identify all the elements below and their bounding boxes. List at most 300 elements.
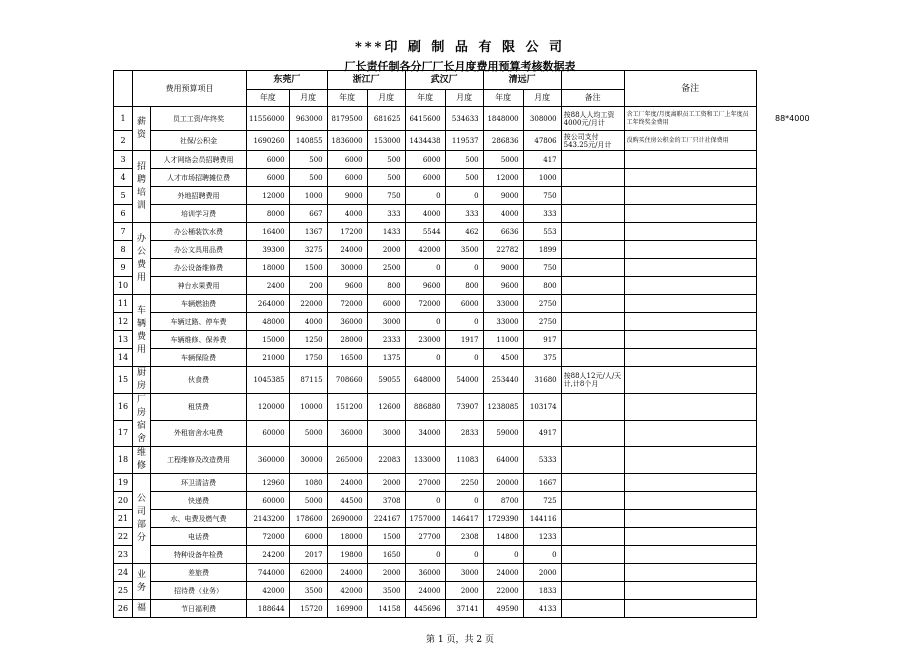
annual-value: 72000 (405, 295, 445, 313)
annual-value: 48000 (247, 313, 290, 331)
table-row (114, 394, 757, 421)
table-row (114, 151, 757, 169)
monthly-value: 11083 (445, 447, 483, 474)
annual-value: 36000 (327, 313, 367, 331)
monthly-value: 1500 (289, 259, 327, 277)
monthly-value: 0 (445, 187, 483, 205)
annual-value: 16500 (327, 349, 367, 367)
annual-value: 59000 (483, 420, 523, 447)
monthly-value: 5333 (523, 447, 561, 474)
plant-header-qingyuan: 清远厂 (483, 71, 561, 90)
annual-value: 2400 (247, 277, 290, 295)
annual-value: 1434438 (405, 131, 445, 151)
row-index: 16 (114, 394, 133, 421)
remark-cell (624, 313, 756, 331)
monthly-value: 4133 (523, 600, 561, 618)
annual-value: 360000 (247, 447, 290, 474)
annual-value: 1836000 (327, 131, 367, 151)
monthly-value: 103174 (523, 394, 561, 421)
monthly-value: 1899 (523, 241, 561, 259)
annual-value: 28000 (327, 331, 367, 349)
table-row (114, 420, 757, 447)
note-cell (561, 600, 624, 618)
monthly-value: 1233 (523, 528, 561, 546)
item-name: 办公文具用品费 (151, 241, 247, 259)
monthly-value: 1367 (289, 223, 327, 241)
monthly-value: 500 (289, 169, 327, 187)
monthly-value: 1375 (367, 349, 405, 367)
annual-value: 19800 (327, 546, 367, 564)
annual-value: 11556000 (247, 107, 290, 131)
table-row (114, 277, 757, 295)
table-row (114, 241, 757, 259)
category-label: 业务 (133, 564, 151, 600)
annual-value: 18000 (247, 259, 290, 277)
row-index: 23 (114, 546, 133, 564)
annual-value: 22782 (483, 241, 523, 259)
row-index: 17 (114, 420, 133, 447)
annual-value: 33000 (483, 313, 523, 331)
row-index: 26 (114, 600, 133, 618)
annual-value: 36000 (405, 564, 445, 582)
monthly-value: 153000 (367, 131, 405, 151)
item-name: 特种设备年检费 (151, 546, 247, 564)
note-cell (561, 582, 624, 600)
remark-cell (624, 187, 756, 205)
remark-cell (624, 241, 756, 259)
annual-value: 24000 (327, 564, 367, 582)
annual-value: 6000 (405, 169, 445, 187)
annual-value: 1238085 (483, 394, 523, 421)
monthly-value: 2000 (445, 582, 483, 600)
note-cell: 按88人12元/人/天计,计8个月 (561, 367, 624, 394)
item-name: 车辆过路、停车费 (151, 313, 247, 331)
row-index: 21 (114, 510, 133, 528)
category-label: 车辆费用 (133, 295, 151, 367)
monthly-value: 5000 (289, 420, 327, 447)
item-name: 招待费（业务） (151, 582, 247, 600)
annual-value: 24200 (247, 546, 290, 564)
category-label: 维修 (133, 447, 151, 474)
overflow-cell-text: 88*4000 (775, 114, 810, 123)
row-index: 13 (114, 331, 133, 349)
annual-value: 60000 (247, 492, 290, 510)
annual-value: 0 (405, 187, 445, 205)
note-cell (561, 447, 624, 474)
annual-value: 9600 (483, 277, 523, 295)
annual-value: 6000 (327, 169, 367, 187)
row-index: 1 (114, 107, 133, 131)
remark-cell (624, 546, 756, 564)
item-name: 人才市场招聘摊位费 (151, 169, 247, 187)
remark-cell: 含工厂年度/月度离职员工工资和工厂上年度员工年终奖金费用 (624, 107, 756, 131)
monthly-value: 2833 (445, 420, 483, 447)
remark-cell (624, 259, 756, 277)
annual-value: 49590 (483, 600, 523, 618)
monthly-value: 917 (523, 331, 561, 349)
table-row (114, 349, 757, 367)
note-cell (561, 474, 624, 492)
note-cell (561, 223, 624, 241)
remark-cell (624, 394, 756, 421)
monthly-value: 667 (289, 205, 327, 223)
monthly-value: 333 (367, 205, 405, 223)
monthly-value: 2000 (367, 241, 405, 259)
annual-value: 12000 (483, 169, 523, 187)
row-index: 12 (114, 313, 133, 331)
table-row (114, 331, 757, 349)
item-name: 工程维修及改造费用 (151, 447, 247, 474)
month-header: 月度 (445, 90, 483, 107)
table-row (114, 447, 757, 474)
remark-cell (624, 420, 756, 447)
monthly-value: 144116 (523, 510, 561, 528)
table-row (114, 223, 757, 241)
budget-table (113, 70, 757, 618)
annual-value: 20000 (483, 474, 523, 492)
annual-value: 8700 (483, 492, 523, 510)
row-index: 22 (114, 528, 133, 546)
item-name: 办公桶装饮水费 (151, 223, 247, 241)
row-index: 20 (114, 492, 133, 510)
annual-value: 17200 (327, 223, 367, 241)
annual-value: 27700 (405, 528, 445, 546)
row-index: 14 (114, 349, 133, 367)
annual-value: 6000 (405, 151, 445, 169)
monthly-value: 3500 (367, 582, 405, 600)
annual-value: 8000 (247, 205, 290, 223)
note-cell (561, 313, 624, 331)
category-label: 薪资 (133, 107, 151, 151)
category-label: 福 (133, 600, 151, 618)
monthly-value: 54000 (445, 367, 483, 394)
note-header: 备注 (561, 90, 624, 107)
monthly-value: 333 (445, 205, 483, 223)
monthly-value: 500 (289, 151, 327, 169)
row-index: 9 (114, 259, 133, 277)
table-row (114, 600, 757, 618)
category-label: 公司部分 (133, 474, 151, 564)
annual-value: 0 (405, 546, 445, 564)
table-row (114, 582, 757, 600)
annual-value: 6000 (247, 151, 290, 169)
monthly-value: 0 (445, 349, 483, 367)
note-cell (561, 241, 624, 259)
remark-cell (624, 295, 756, 313)
row-index: 25 (114, 582, 133, 600)
row-index: 6 (114, 205, 133, 223)
annual-value: 33000 (483, 295, 523, 313)
remark-cell (624, 205, 756, 223)
monthly-value: 1433 (367, 223, 405, 241)
annual-value: 6000 (327, 151, 367, 169)
monthly-value: 2750 (523, 295, 561, 313)
table-row (114, 367, 757, 394)
month-header: 月度 (523, 90, 561, 107)
monthly-value: 553 (523, 223, 561, 241)
header-row-plants (114, 71, 757, 90)
remark-cell (624, 331, 756, 349)
annual-value: 23000 (405, 331, 445, 349)
monthly-value: 462 (445, 223, 483, 241)
annual-value: 24000 (405, 582, 445, 600)
remark-cell (624, 510, 756, 528)
annual-value: 42000 (327, 582, 367, 600)
annual-value: 445696 (405, 600, 445, 618)
table-row (114, 169, 757, 187)
annual-value: 0 (405, 259, 445, 277)
annual-value: 4500 (483, 349, 523, 367)
monthly-value: 750 (523, 259, 561, 277)
table-row (114, 492, 757, 510)
monthly-value: 59055 (367, 367, 405, 394)
remark-cell (624, 349, 756, 367)
category-label: 厨房 (133, 367, 151, 394)
annual-value: 4000 (405, 205, 445, 223)
monthly-value: 0 (445, 259, 483, 277)
monthly-value: 800 (445, 277, 483, 295)
annual-value: 5544 (405, 223, 445, 241)
annual-value: 886880 (405, 394, 445, 421)
item-name: 水、电费及燃气费 (151, 510, 247, 528)
note-header-blank (561, 71, 624, 90)
annual-value: 151200 (327, 394, 367, 421)
monthly-value: 2017 (289, 546, 327, 564)
note-cell (561, 546, 624, 564)
item-header: 费用预算项目 (133, 71, 247, 107)
annual-value: 39300 (247, 241, 290, 259)
table-row (114, 313, 757, 331)
annual-value: 6000 (247, 169, 290, 187)
monthly-value: 800 (367, 277, 405, 295)
monthly-value: 119537 (445, 131, 483, 151)
monthly-value: 2308 (445, 528, 483, 546)
annual-value: 265000 (327, 447, 367, 474)
monthly-value: 146417 (445, 510, 483, 528)
item-name: 办公设备维修费 (151, 259, 247, 277)
remark-cell (624, 277, 756, 295)
note-cell (561, 492, 624, 510)
item-name: 社保/公积金 (151, 131, 247, 151)
monthly-value: 2333 (367, 331, 405, 349)
monthly-value: 31680 (523, 367, 561, 394)
monthly-value: 200 (289, 277, 327, 295)
annual-value: 9600 (405, 277, 445, 295)
remark-cell (624, 528, 756, 546)
annual-value: 133000 (405, 447, 445, 474)
monthly-value: 87115 (289, 367, 327, 394)
row-index: 2 (114, 131, 133, 151)
item-name: 人才网络会员招聘费用 (151, 151, 247, 169)
note-cell: 按88人人均工资4000元/月计 (561, 107, 624, 131)
item-name: 电话费 (151, 528, 247, 546)
monthly-value: 3500 (445, 241, 483, 259)
category-label: 办公费用 (133, 223, 151, 295)
monthly-value: 963000 (289, 107, 327, 131)
note-cell (561, 349, 624, 367)
annual-value: 744000 (247, 564, 290, 582)
item-name: 外租宿舍水电费 (151, 420, 247, 447)
monthly-value: 73907 (445, 394, 483, 421)
note-cell: 按公司支付543.25元/月计 (561, 131, 624, 151)
monthly-value: 1650 (367, 546, 405, 564)
row-index: 4 (114, 169, 133, 187)
monthly-value: 2000 (367, 564, 405, 582)
row-index: 10 (114, 277, 133, 295)
item-name: 环卫清洁费 (151, 474, 247, 492)
monthly-value: 0 (523, 546, 561, 564)
monthly-value: 4917 (523, 420, 561, 447)
annual-value: 64000 (483, 447, 523, 474)
month-header: 月度 (289, 90, 327, 107)
plant-header-wuhan: 武汉厂 (405, 71, 483, 90)
item-name: 外地招聘费用 (151, 187, 247, 205)
monthly-value: 22000 (289, 295, 327, 313)
note-cell (561, 169, 624, 187)
monthly-value: 22083 (367, 447, 405, 474)
table-row (114, 131, 757, 151)
monthly-value: 2000 (523, 564, 561, 582)
monthly-value: 1250 (289, 331, 327, 349)
table-row (114, 528, 757, 546)
monthly-value: 6000 (445, 295, 483, 313)
monthly-value: 0 (445, 492, 483, 510)
monthly-value: 5000 (289, 492, 327, 510)
category-label: 招聘培训 (133, 151, 151, 223)
monthly-value: 3000 (367, 313, 405, 331)
monthly-value: 3708 (367, 492, 405, 510)
annual-value: 72000 (247, 528, 290, 546)
monthly-value: 800 (523, 277, 561, 295)
annual-value: 27000 (405, 474, 445, 492)
monthly-value: 3275 (289, 241, 327, 259)
document-title: 厂长责任制各分厂厂长月度费用预算考核数据表 (344, 60, 576, 73)
item-name: 车辆燃油费 (151, 295, 247, 313)
table-row (114, 107, 757, 131)
monthly-value: 140855 (289, 131, 327, 151)
annual-value: 4000 (327, 205, 367, 223)
row-index: 24 (114, 564, 133, 582)
annual-value: 188644 (247, 600, 290, 618)
monthly-value: 178600 (289, 510, 327, 528)
monthly-value: 750 (523, 187, 561, 205)
annual-value: 24000 (483, 564, 523, 582)
monthly-value: 308000 (523, 107, 561, 131)
category-label: 厂房宿舍 (133, 394, 151, 447)
annual-value: 72000 (327, 295, 367, 313)
item-name: 节日福利费 (151, 600, 247, 618)
monthly-value: 0 (445, 546, 483, 564)
annual-value: 2143200 (247, 510, 290, 528)
remark-cell (624, 492, 756, 510)
annual-value: 0 (405, 313, 445, 331)
remark-cell (624, 447, 756, 474)
annual-value: 8179500 (327, 107, 367, 131)
annual-value: 1848000 (483, 107, 523, 131)
item-name: 车辆维修、保养费 (151, 331, 247, 349)
annual-value: 11000 (483, 331, 523, 349)
monthly-value: 3500 (289, 582, 327, 600)
monthly-value: 500 (445, 151, 483, 169)
row-index: 11 (114, 295, 133, 313)
monthly-value: 1000 (289, 187, 327, 205)
row-index: 15 (114, 367, 133, 394)
annual-value: 18000 (327, 528, 367, 546)
annual-value: 12000 (247, 187, 290, 205)
monthly-value: 1917 (445, 331, 483, 349)
item-name: 差旅费 (151, 564, 247, 582)
annual-value: 5000 (483, 151, 523, 169)
annual-value: 648000 (405, 367, 445, 394)
annual-value: 264000 (247, 295, 290, 313)
note-cell (561, 187, 624, 205)
monthly-value: 500 (445, 169, 483, 187)
table-row (114, 510, 757, 528)
monthly-value: 2250 (445, 474, 483, 492)
table-row (114, 564, 757, 582)
monthly-value: 681625 (367, 107, 405, 131)
note-cell (561, 295, 624, 313)
item-name: 培训学习费 (151, 205, 247, 223)
row-index: 18 (114, 447, 133, 474)
row-index: 8 (114, 241, 133, 259)
plant-header-zhejiang: 浙江厂 (327, 71, 405, 90)
annual-value: 253440 (483, 367, 523, 394)
monthly-value: 3000 (367, 420, 405, 447)
remarks-header: 备注 (624, 71, 756, 107)
annual-value: 286836 (483, 131, 523, 151)
annual-value: 120000 (247, 394, 290, 421)
item-name: 员工工资/年终奖 (151, 107, 247, 131)
monthly-value: 47806 (523, 131, 561, 151)
monthly-value: 10000 (289, 394, 327, 421)
annual-value: 1690260 (247, 131, 290, 151)
annual-value: 6415600 (405, 107, 445, 131)
annual-value: 1045385 (247, 367, 290, 394)
annual-value: 1757000 (405, 510, 445, 528)
monthly-value: 2750 (523, 313, 561, 331)
plant-header-dongguan: 东莞厂 (247, 71, 328, 90)
annual-value: 1729390 (483, 510, 523, 528)
annual-value: 42000 (247, 582, 290, 600)
annual-value: 21000 (247, 349, 290, 367)
monthly-value: 2500 (367, 259, 405, 277)
annual-value: 44500 (327, 492, 367, 510)
annual-value: 24000 (327, 241, 367, 259)
annual-value: 6636 (483, 223, 523, 241)
remark-cell (624, 367, 756, 394)
annual-value: 9600 (327, 277, 367, 295)
monthly-value: 333 (523, 205, 561, 223)
month-header: 月度 (367, 90, 405, 107)
annual-value: 9000 (327, 187, 367, 205)
monthly-value: 375 (523, 349, 561, 367)
note-cell (561, 420, 624, 447)
remark-cell (624, 151, 756, 169)
item-name: 神台水果费用 (151, 277, 247, 295)
monthly-value: 1000 (523, 169, 561, 187)
annual-value: 24000 (327, 474, 367, 492)
monthly-value: 12600 (367, 394, 405, 421)
monthly-value: 1833 (523, 582, 561, 600)
annual-value: 34000 (405, 420, 445, 447)
table-row (114, 205, 757, 223)
note-cell (561, 205, 624, 223)
monthly-value: 417 (523, 151, 561, 169)
table-row (114, 295, 757, 313)
annual-value: 22000 (483, 582, 523, 600)
note-cell (561, 259, 624, 277)
